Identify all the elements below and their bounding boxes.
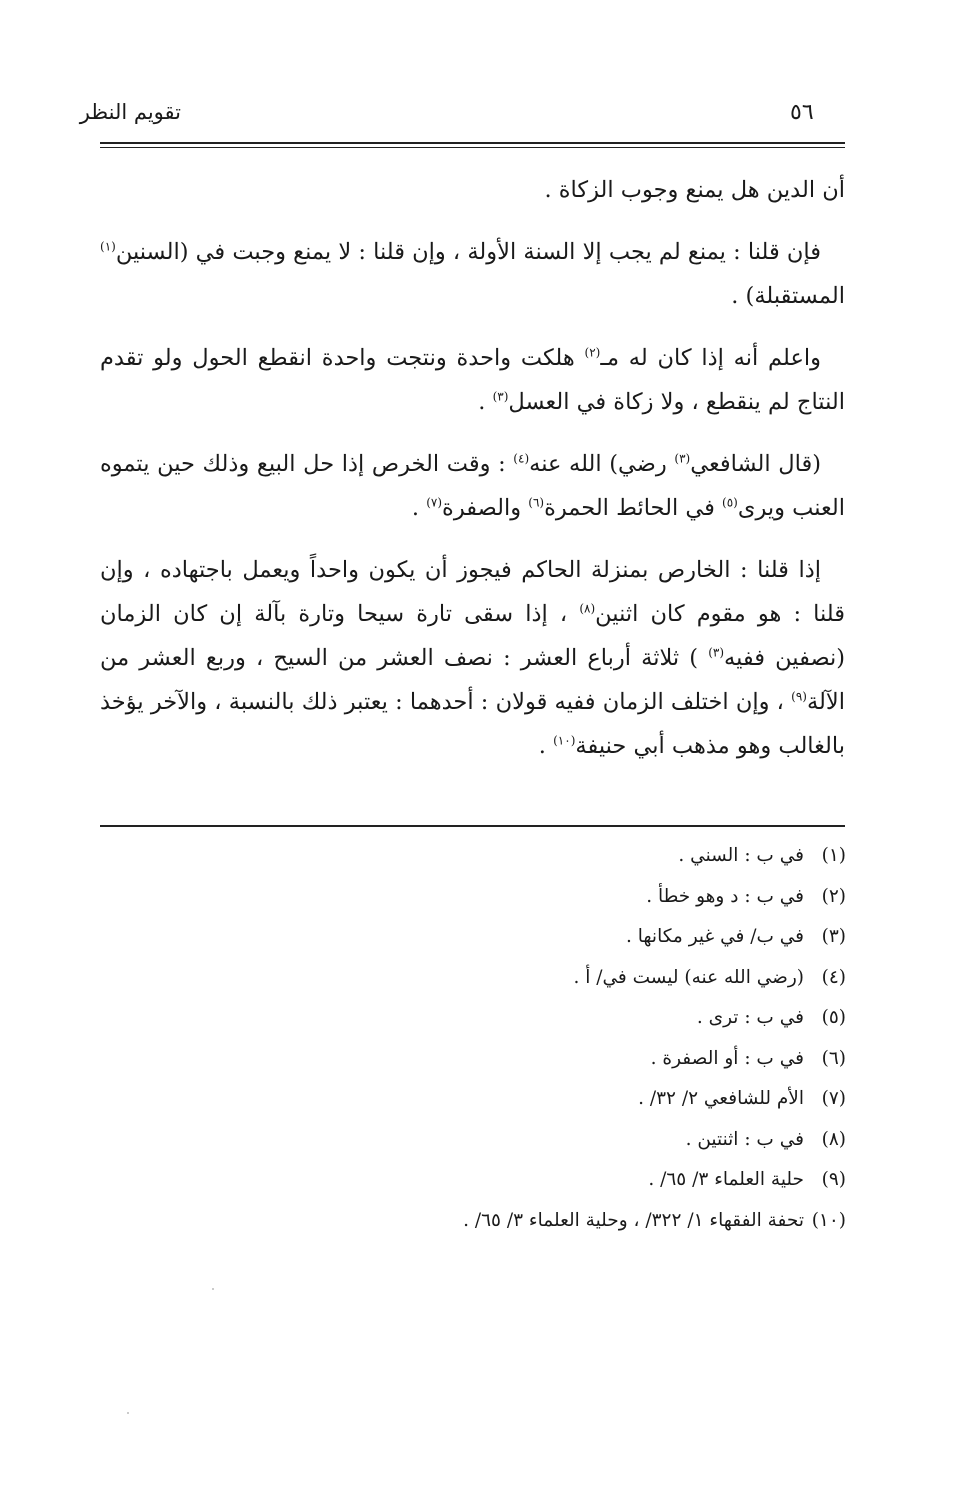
footnote-separator: [100, 825, 845, 827]
body-text: [100, 168, 845, 786]
paragraph-text: إذا قلنا : الخارص بمنزلة الحاكم فيجوز أن يكون واحداً ويعمل باجتهاده ، وإن قلنا : هو مقوم كان اثنين: [100, 557, 846, 627]
footnote-list: [206, 836, 846, 1241]
footnote-ref: (٦): [528, 495, 545, 510]
footnote-text: في ب/ في غير مكانها .: [626, 926, 804, 947]
footnote-text: في ب : اثنتين .: [685, 1128, 804, 1150]
paragraph-text: أن الدين هل يمنع وجوب الزكاة .: [544, 177, 845, 203]
footnote-item: [206, 1120, 846, 1161]
footnote-ref: (٤): [513, 451, 530, 466]
paragraph-text: ، إذا سقى تارة سيحا وتارة بآلة إن كان الزمان (نصفين ففيه: [100, 601, 846, 671]
paragraph-text: رضي) الله عنه: [529, 451, 675, 477]
footnote-ref: (١٠): [553, 733, 576, 748]
footnote-ref: (١): [100, 239, 116, 254]
footnote-item: [206, 1039, 846, 1080]
footnote-number: (٣): [821, 926, 846, 947]
footnote-text: في ب : د وهو خطأ .: [646, 885, 804, 907]
footnote-ref: (٣): [492, 389, 509, 404]
paragraph-text: (قال الشافعي: [690, 451, 821, 477]
footnote-number: (٩): [821, 1169, 846, 1190]
paragraph-text: .: [478, 389, 493, 415]
paragraph-text: هلكت واحدة ونتجت واحدة انقطع الحول ولو تقدم النتاج لم ينقطع ، ولا زكاة في العسل: [100, 345, 845, 415]
footnote-number: (١٠): [811, 1209, 846, 1231]
footnote-number: (١): [821, 845, 846, 866]
footnote-item: [206, 1201, 846, 1242]
footnote-text: حلية العلماء ٣/ ٦٥/ .: [648, 1169, 804, 1190]
paper-speck: [212, 1288, 214, 1290]
footnote-text: الأم للشافعي ٢/ ٣٢/ .: [638, 1088, 804, 1109]
paper-speck: [127, 1412, 129, 1414]
running-header-title: تقويم النظر: [79, 100, 181, 124]
footnote-item: [206, 1079, 846, 1120]
paragraph-text: ، وإن اختلف الزمان ففيه قولان : أحدهما : يعتبر ذلك بالنسبة ، والآخر يؤخذ بالغالب وهو مذهب أبي حنيفة: [100, 689, 845, 759]
paragraph-text: : وقت الخرص إذا حل البيع وذلك حين يتموه العنب ويرى: [100, 451, 845, 521]
body-paragraph: [100, 168, 845, 212]
footnote-text: (رضي الله عنه) ليست في/ أ .: [573, 966, 804, 988]
footnote-item: [206, 917, 846, 958]
body-paragraph: [100, 230, 845, 318]
footnote-number: (٢): [821, 885, 846, 907]
footnote-ref: (٣): [674, 451, 691, 466]
header-rule-thin: [100, 147, 845, 148]
footnote-number: (٤): [821, 966, 846, 988]
footnote-ref: (٥): [722, 495, 738, 510]
body-paragraph: [100, 336, 845, 424]
footnote-ref: (٢): [584, 345, 601, 360]
page-number: ٥٦: [790, 100, 814, 125]
footnote-item: [206, 998, 846, 1039]
footnote-ref: (٣): [708, 645, 725, 660]
footnote-ref: (٧): [426, 495, 443, 510]
paragraph-text: .: [411, 495, 427, 521]
body-paragraph: [100, 442, 845, 530]
paragraph-text: فإن قلنا : يمنع لم يجب إلا السنة الأولة ، وإن قلنا : لا يمنع وجبت في (السنين: [115, 239, 821, 265]
body-paragraph: [100, 548, 845, 768]
footnote-text: في ب : السني .: [678, 845, 804, 866]
header-rule: [100, 142, 845, 144]
footnote-item: [206, 836, 846, 877]
footnote-item: [206, 1160, 846, 1201]
footnote-number: (٥): [821, 1007, 846, 1028]
paragraph-text: والصفرة: [442, 495, 529, 521]
paragraph-text: المستقبلة) .: [731, 283, 845, 309]
paragraph-text: .: [538, 733, 554, 759]
footnote-ref: (٩): [791, 689, 807, 704]
paragraph-text: واعلم أنه إذا كان له مـ: [600, 345, 821, 371]
footnote-item: [206, 958, 846, 999]
footnote-number: (٧): [821, 1088, 846, 1109]
footnote-text: في ب : أو الصفرة .: [650, 1047, 804, 1069]
paragraph-text: ) ثلاثة أرباع العشر : نصف العشر من السيح ، وربع العشر من الآلة: [100, 645, 845, 715]
paragraph-text: في الحائط الحمرة: [544, 495, 723, 521]
footnote-number: (٨): [821, 1128, 846, 1150]
footnote-number: (٦): [821, 1047, 846, 1069]
footnote-text: في ب : ترى .: [696, 1007, 804, 1028]
footnote-item: [206, 877, 846, 918]
footnote-text: تحفة الفقهاء ١/ ٣٢٢/ ، وحلية العلماء ٣/ ٦٥/ .: [463, 1209, 804, 1231]
footnote-ref: (٨): [579, 601, 596, 616]
